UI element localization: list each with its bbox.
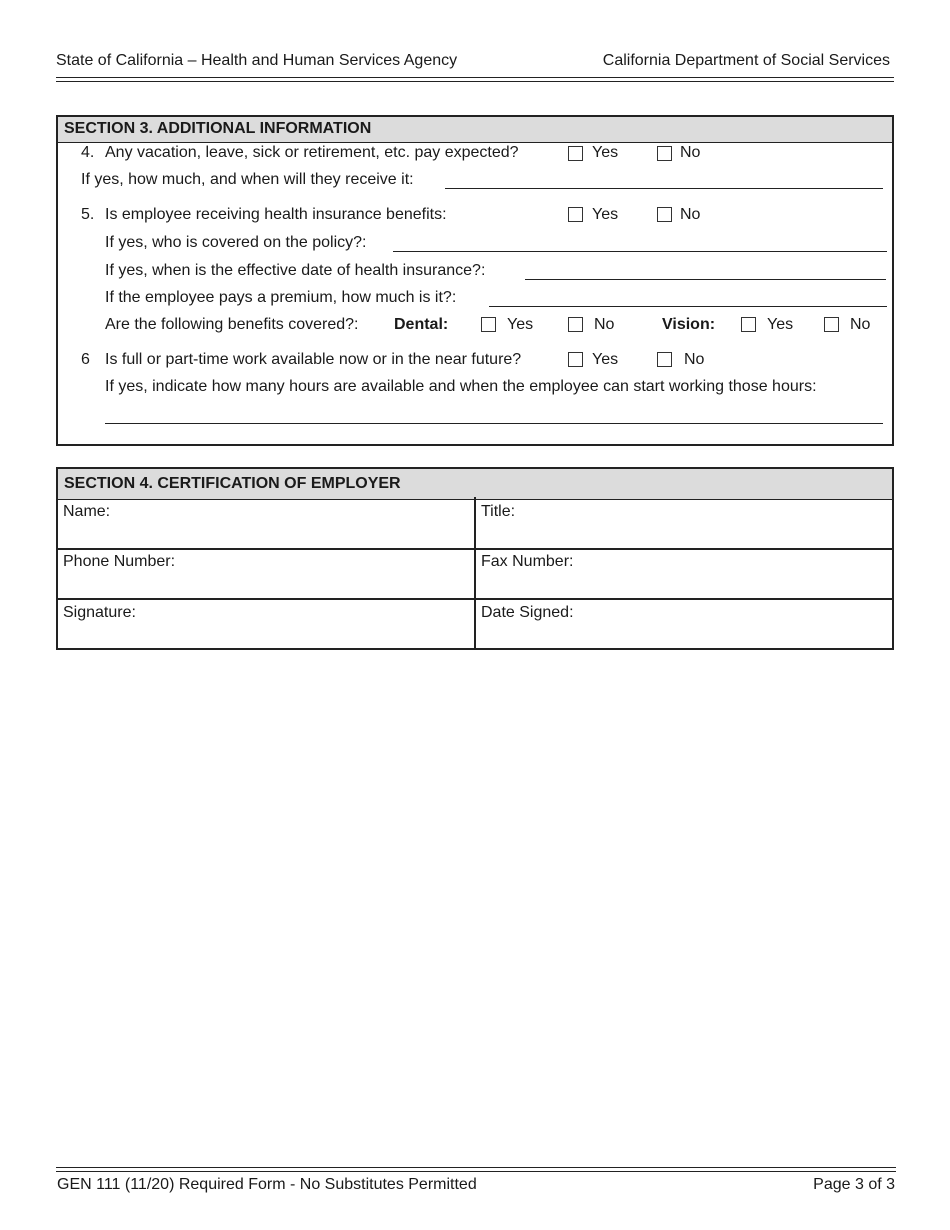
fax-field[interactable] bbox=[476, 550, 892, 598]
q5-premium-field[interactable] bbox=[489, 306, 887, 307]
section-3 bbox=[56, 115, 894, 446]
phone-field-label: Phone Number: bbox=[63, 553, 176, 570]
q6-question: Is full or part-time work available now or in the near future? bbox=[105, 351, 522, 368]
q5-effective-field[interactable] bbox=[525, 279, 886, 280]
dental-label: Dental: bbox=[394, 316, 449, 333]
footer-rule bbox=[56, 1171, 896, 1172]
footer-form-id: GEN 111 (11/20) Required Form - No Substitutes Permitted bbox=[57, 1176, 477, 1193]
q6-no-checkbox[interactable] bbox=[657, 352, 672, 367]
vision-yes-checkbox[interactable] bbox=[741, 317, 756, 332]
header-agency: State of California – Health and Human Services Agency bbox=[56, 52, 458, 69]
title-field[interactable] bbox=[476, 498, 892, 548]
q5-yes-checkbox[interactable] bbox=[568, 207, 583, 222]
q4-yes-label: Yes bbox=[592, 144, 619, 161]
q5-yes-label: Yes bbox=[592, 206, 619, 223]
dental-no-checkbox[interactable] bbox=[568, 317, 583, 332]
q5-number: 5. bbox=[81, 206, 95, 223]
q5-effective-label: If yes, when is the effective date of health insurance?: bbox=[105, 262, 486, 279]
dental-yes-label: Yes bbox=[507, 316, 534, 333]
vision-label: Vision: bbox=[662, 316, 716, 333]
dental-no-label: No bbox=[594, 316, 615, 333]
q5-premium-label: If the employee pays a premium, how much is it?: bbox=[105, 289, 457, 306]
q6-followup-field[interactable] bbox=[105, 423, 883, 424]
q4-yes-checkbox[interactable] bbox=[568, 146, 583, 161]
q5-covered-label: If yes, who is covered on the policy?: bbox=[105, 234, 367, 251]
q5-covered-field[interactable] bbox=[393, 251, 887, 252]
q6-no-label: No bbox=[684, 351, 705, 368]
q4-number: 4. bbox=[81, 144, 95, 161]
date-signed-field[interactable] bbox=[476, 600, 892, 648]
q4-no-checkbox[interactable] bbox=[657, 146, 672, 161]
q4-followup-field[interactable] bbox=[445, 188, 883, 189]
section-3-title: SECTION 3. ADDITIONAL INFORMATION bbox=[58, 117, 892, 143]
q6-yes-label: Yes bbox=[592, 351, 619, 368]
section-4-title: SECTION 4. CERTIFICATION OF EMPLOYER bbox=[58, 469, 892, 500]
fax-field-label: Fax Number: bbox=[481, 553, 574, 570]
name-field[interactable] bbox=[58, 498, 474, 548]
date-signed-field-label: Date Signed: bbox=[481, 604, 574, 621]
q5-no-label: No bbox=[680, 206, 701, 223]
q6-yes-checkbox[interactable] bbox=[568, 352, 583, 367]
q6-followup-label: If yes, indicate how many hours are available and when the employee can start working those hours: bbox=[105, 378, 817, 395]
header-rule bbox=[56, 81, 894, 82]
q4-followup-label: If yes, how much, and when will they receive it: bbox=[81, 171, 414, 188]
title-field-label: Title: bbox=[481, 503, 516, 520]
name-field-label: Name: bbox=[63, 503, 111, 520]
q5-question: Is employee receiving health insurance benefits: bbox=[105, 206, 447, 223]
footer-rule bbox=[56, 1167, 896, 1168]
vision-no-checkbox[interactable] bbox=[824, 317, 839, 332]
q6-number: 6 bbox=[81, 351, 90, 368]
header-department: California Department of Social Services bbox=[602, 52, 890, 69]
q5-no-checkbox[interactable] bbox=[657, 207, 672, 222]
q5-benefits-label: Are the following benefits covered?: bbox=[105, 316, 359, 333]
phone-field[interactable] bbox=[58, 550, 474, 598]
q4-question: Any vacation, leave, sick or retirement, etc. pay expected? bbox=[105, 144, 519, 161]
vision-yes-label: Yes bbox=[767, 316, 794, 333]
vision-no-label: No bbox=[850, 316, 871, 333]
dental-yes-checkbox[interactable] bbox=[481, 317, 496, 332]
header-rule bbox=[56, 77, 894, 78]
q4-no-label: No bbox=[680, 144, 701, 161]
signature-field[interactable] bbox=[58, 600, 474, 648]
footer-page-number: Page 3 of 3 bbox=[813, 1176, 895, 1193]
signature-field-label: Signature: bbox=[63, 604, 136, 621]
